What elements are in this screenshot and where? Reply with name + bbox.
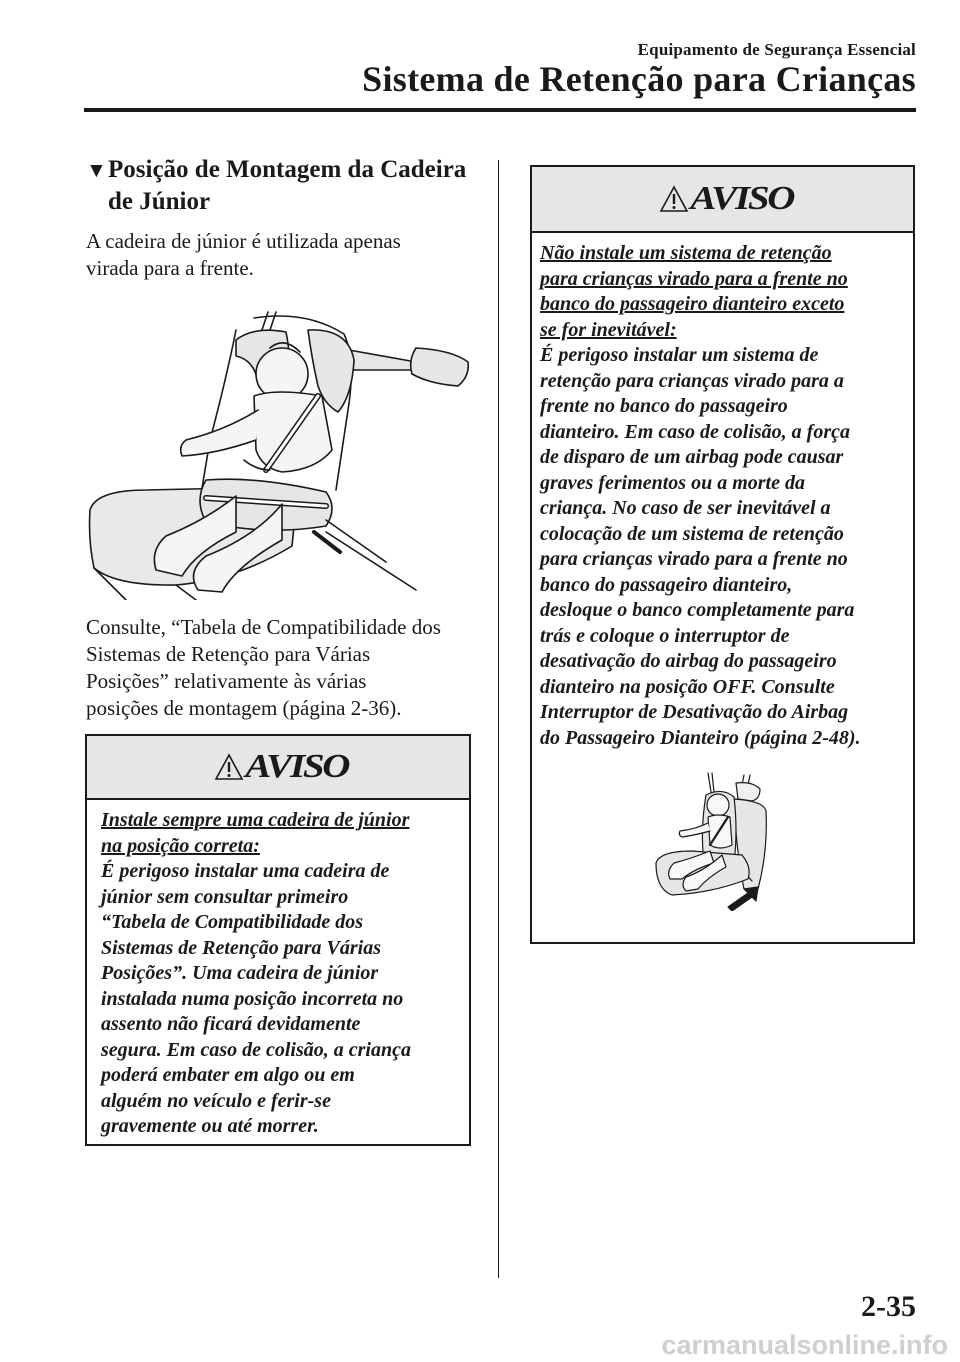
page-number: 2-35	[861, 1290, 916, 1323]
warning-text-line: segura. Em caso de colisão, a criança	[101, 1038, 411, 1061]
consult-line: Consulte, “Tabela de Compatibilidade dos	[86, 615, 441, 639]
triangle-down-icon: ▼	[86, 158, 107, 182]
warning-text-line: instalada numa posição incorreta no	[101, 987, 404, 1010]
warning-lead-line: Não instale um sistema de retenção	[540, 242, 832, 264]
warning-lead-line: banco do passageiro dianteiro exceto	[540, 293, 845, 315]
intro-line: virada para a frente.	[86, 256, 254, 280]
warning-text-line: de disparo de um airbag pode causar	[540, 446, 844, 468]
intro-line: A cadeira de júnior é utilizada apenas	[86, 229, 401, 253]
warning-label: AVISO	[690, 180, 793, 217]
warning-text-line: Posições”. Uma cadeira de júnior	[101, 962, 379, 984]
warning-box-booster	[85, 734, 471, 1146]
booster-seat-illustration	[86, 300, 476, 600]
warning-lead-line: para crianças virado para a frente no	[540, 267, 848, 290]
warning-text-line: criança. No caso de ser inevitável a	[540, 497, 831, 519]
warning-text-line: desativação do airbag do passageiro	[540, 650, 837, 672]
warning-text-line: É perigoso instalar uma cadeira de	[101, 860, 390, 882]
warning-text-line: júnior sem consultar primeiro	[101, 885, 349, 908]
warning-label: AVISO	[245, 748, 349, 785]
consult-paragraph	[86, 614, 486, 722]
warning-text-line: para crianças virado para a frente no	[540, 548, 848, 570]
warning-text-line: frente no banco do passageiro	[540, 395, 788, 417]
consult-line: Sistemas de Retenção para Várias	[86, 642, 371, 666]
section-heading	[86, 154, 476, 218]
warning-text-line: banco do passageiro dianteiro,	[540, 573, 793, 596]
warning-lead-line: se for inevitável:	[540, 318, 677, 341]
warning-body	[87, 800, 469, 1140]
footer-watermark: carmanualsonline.info	[661, 1330, 948, 1360]
warning-text-line: assento não ficará devidamente	[101, 1013, 361, 1035]
warning-text-line: É perigoso instalar um sistema de	[540, 344, 819, 366]
warning-text-line: graves ferimentos ou a morte da	[540, 471, 805, 494]
section-heading-line: de Júnior	[108, 188, 211, 215]
warning-lead-line: na posição correta:	[101, 834, 260, 857]
warning-box-front-passenger	[530, 165, 915, 944]
warning-triangle-icon	[659, 185, 689, 213]
warning-text-line: Sistemas de Retenção para Várias	[101, 936, 382, 959]
warning-triangle-icon	[214, 753, 244, 781]
warning-text-line: desloque o banco completamente para	[540, 599, 855, 621]
consult-line: Posições” relativamente às várias	[86, 669, 367, 693]
warning-header	[532, 167, 913, 233]
warning-text-line: Interruptor de Desativação do Airbag	[540, 701, 849, 723]
warning-text-line: colocação de um sistema de retenção	[540, 522, 844, 545]
header-subtitle: Equipamento de Segurança Essencial	[637, 40, 916, 59]
warning-text-line: poderá embater em algo ou em	[101, 1064, 355, 1086]
warning-text-line: dianteiro. Em caso de colisão, a força	[540, 420, 850, 443]
warning-text-line: alguém no veículo e ferir-se	[101, 1089, 331, 1112]
page-title: Sistema de Retenção para Crianças	[362, 59, 916, 99]
warning-text-line: gravemente ou até morrer.	[101, 1115, 319, 1137]
warning-lead-line: Instale sempre uma cadeira de júnior	[101, 809, 410, 831]
consult-line: posições de montagem (página 2-36).	[86, 696, 402, 720]
section-heading-line: Posição de Montagem da Cadeira	[108, 156, 467, 183]
warning-text-line: “Tabela de Compatibilidade dos	[101, 911, 364, 933]
warning-text-line: retenção para crianças virado para a	[540, 369, 844, 392]
column-divider	[498, 160, 499, 1278]
warning-body	[532, 233, 913, 751]
header-rule	[84, 108, 916, 112]
warning-text-line: dianteiro na posição OFF. Consulte	[540, 675, 835, 698]
front-seat-child-illustration	[652, 771, 772, 911]
warning-text-line: trás e coloque o interruptor de	[540, 624, 790, 647]
intro-paragraph	[86, 228, 486, 282]
warning-text-line: do Passageiro Dianteiro (página 2-48).	[540, 726, 861, 749]
warning-header	[87, 736, 469, 800]
